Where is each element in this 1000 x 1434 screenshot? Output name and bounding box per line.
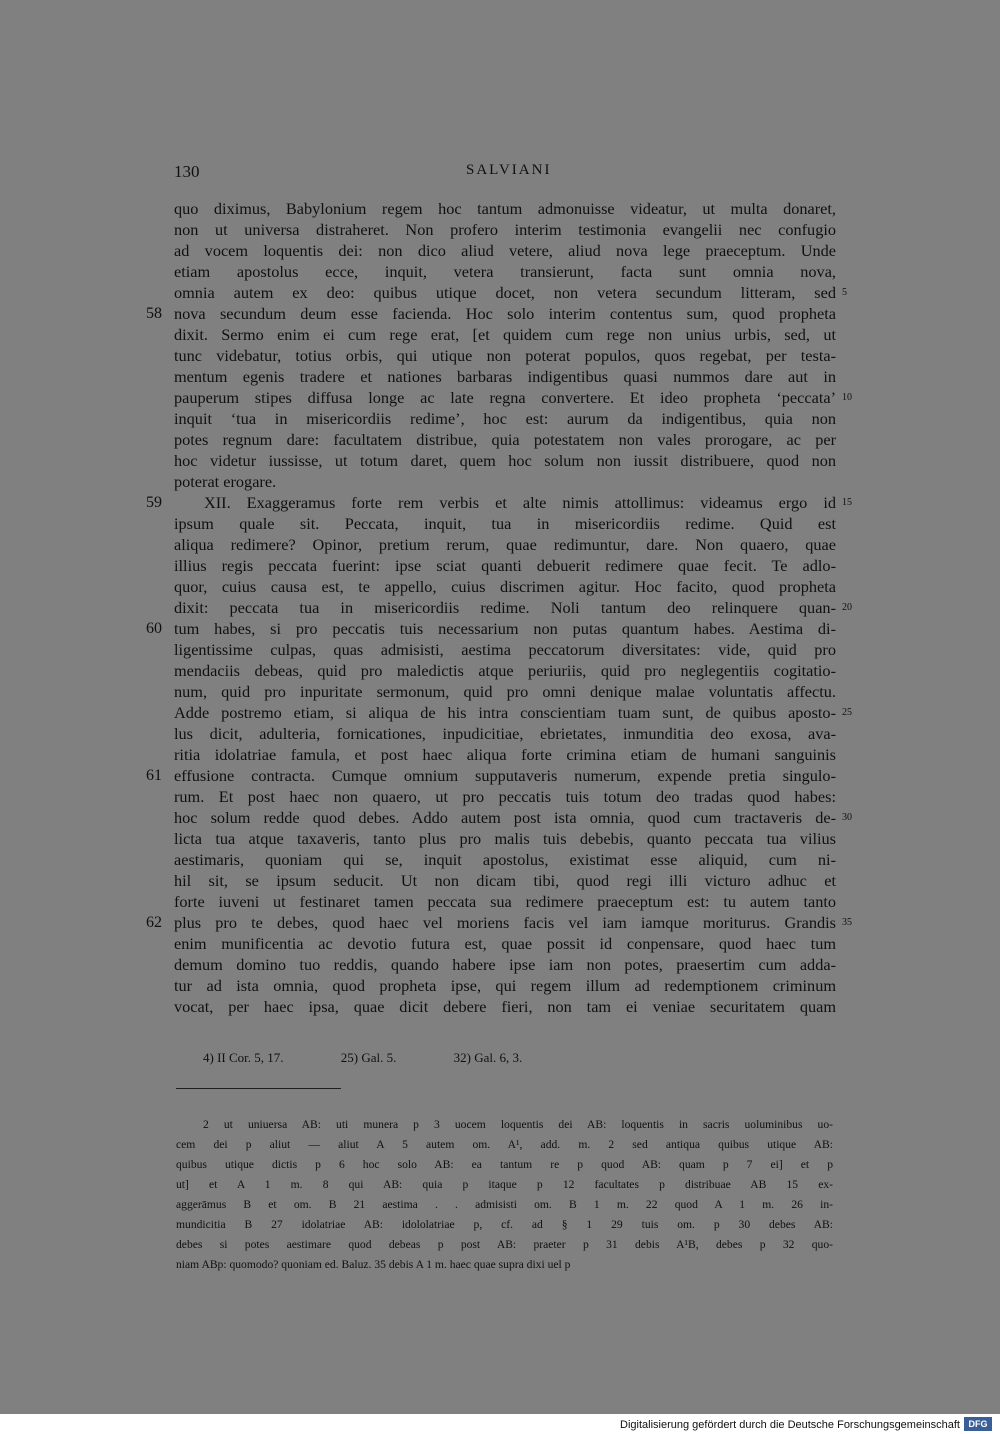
text-line: ipsum quale sit. Peccata, inquit, tua in misericordiis redime. Quid est: [174, 514, 836, 533]
line-number: 10: [842, 392, 852, 403]
text-line: aliqua redimere? Opinor, pretium rerum, quae redimuntur, dare. Non quaero, quae: [174, 535, 836, 554]
text-line: hil sit, se ipsum seducit. Ut non dicam tibi, quod regi illi victuro adhuc et: [174, 871, 836, 890]
line-number: 20: [842, 602, 852, 613]
line-number: 35: [842, 917, 852, 928]
text-line: mentum egenis tradere et nationes barbaras indigentibus quasi nummos dare aut in: [174, 367, 836, 386]
text-line: pauperum stipes diffusa longe ac late regna convertere. Et ideo propheta ‘peccata’: [174, 388, 836, 407]
text-line: rum. Et post haec non quaero, ut pro peccatis tuis totum deo tradas quod habes:: [174, 787, 836, 806]
text-line: potes regnum dare: facultatem distribue, quia potestatem non vales prorogare, ac per: [174, 430, 836, 449]
text-line: tum habes, si pro peccatis tuis necessarium non putas quantum habes. Aestima di-: [174, 619, 836, 638]
apparatus-line: ut] et A 1 m. 8 qui AB: quia p itaque p 12 facultates p distribuae AB 15 ex-: [176, 1178, 833, 1191]
text-line: vocat, per haec ipsa, quae dicit debere fieri, non tam ei veniae securitatem quam: [174, 997, 836, 1016]
apparatus-line: quibus utique dictis p 6 hoc solo AB: ea tantum re p quod AB: quam p 7 ei] et p: [176, 1158, 833, 1171]
section-number: 60: [146, 620, 162, 637]
apparatus-line: cem dei p aliut — aliut A 5 autem om. A¹, add. m. 2 sed antiqua quibus utique AB:: [176, 1138, 833, 1151]
funding-credit: Digitalisierung gefördert durch die Deutsche Forschungsgemeinschaft: [620, 1419, 960, 1431]
line-number: 30: [842, 812, 852, 823]
footnote-rule: [176, 1088, 341, 1089]
line-number: 25: [842, 707, 852, 718]
section-number: 59: [146, 494, 162, 511]
text-line: ad vocem loquentis dei: non dico aliud vetere, aliud nova lege praeceptum. Unde: [174, 241, 836, 260]
text-line: aestimaris, quoniam qui se, inquit apostolus, existimat esse aliquid, cum ni-: [174, 850, 836, 869]
text-line: enim munificentia ac devotio futura est, quae possit id conpensare, quod haec tum: [174, 934, 836, 953]
text-line: quor, cuius causa est, te appello, cuius discrimen agitur. Hoc facito, quod propheta: [174, 577, 836, 596]
text-line: omnia autem ex deo: quibus utique docet, non vetera secundum litteram, sed: [174, 283, 836, 302]
apparatus-line: aggerāmus B et om. B 21 aestima . . admisisti om. B 1 m. 22 quod A 1 m. 26 in-: [176, 1198, 833, 1211]
text-line: hoc solum redde quod debes. Addo autem post ista omnia, quod cum tractaveris de-: [174, 808, 836, 827]
text-line: illius regis peccata fuerint: ipse sciat quanti debuerit redimere quae fecit. Te adlo-: [174, 556, 836, 575]
reference-item: 32) Gal. 6, 3.: [453, 1050, 523, 1065]
text-line: etiam apostolus ecce, inquit, vetera transierunt, facta sunt omnia nova,: [174, 262, 836, 281]
text-line: licta tua atque taxaveris, tanto plus pro malis tuis debebis, quanto peccata tua vilius: [174, 829, 836, 848]
text-line: nova secundum deum esse facienda. Hoc solo interim contentus sum, quod propheta: [174, 304, 836, 323]
text-line: ligentissime culpas, quas admisisti, aestima peccatorum diversitates: vide, quid pro: [174, 640, 836, 659]
running-head: SALVIANI: [466, 162, 552, 178]
text-line: poterat erogare.: [174, 472, 277, 491]
text-line: mendaciis debeas, quid pro maledictis atque periuriis, quid pro neglegentiis cogitatio-: [174, 661, 836, 680]
text-line: effusione contracta. Cumque omnium supputaveris numerum, expende pretia singulo-: [174, 766, 836, 785]
apparatus-line: 2 ut uniuersa AB: uti munera p 3 uocem loquentis dei AB: loquentis in sacris uoluminibus uo-: [203, 1118, 833, 1131]
reference-item: 4) II Cor. 5, 17.: [203, 1050, 284, 1065]
text-line: XII. Exaggeramus forte rem verbis et alte nimis attollimus: videamus ergo id: [204, 493, 836, 512]
section-number: 62: [146, 914, 162, 931]
text-line: quo diximus, Babylonium regem hoc tantum admonuisse videatur, ut multa donaret,: [174, 199, 836, 218]
line-number: 5: [842, 287, 847, 298]
text-line: non ut universa distraheret. Non profero interim testimonia evangelii nec confugio: [174, 220, 836, 239]
text-line: inquit ‘tua in misericordiis redime’, hoc est: aurum da indigentibus, quia non: [174, 409, 836, 428]
text-line: lus dicit, adulteria, fornicationes, inpudicitiae, ebrietates, inmunditia deo exosa, ava-: [174, 724, 836, 743]
apparatus-line: niam ABp: quomodo? quoniam ed. Baluz. 35 debis A 1 m. haec quae supra dixi uel p: [176, 1258, 571, 1271]
text-line: dixit: peccata tua in misericordiis redime. Noli tantum deo relinquere quan-: [174, 598, 836, 617]
line-number: 15: [842, 497, 852, 508]
text-line: tur ad ista omnia, quod propheta ipse, qui regem illum ad redemptionem criminum: [174, 976, 836, 995]
text-line: tunc videbatur, totius orbis, qui utique non poterat populos, quos regebat, per testa-: [174, 346, 836, 365]
section-number: 58: [146, 305, 162, 322]
scripture-references: [203, 1048, 576, 1068]
page-number: 130: [174, 162, 200, 181]
reference-item: 25) Gal. 5.: [340, 1050, 397, 1065]
dfg-logo: DFG: [964, 1417, 992, 1431]
apparatus-line: debes si potes aestimare quod debeas p post AB: praeter p 31 debis A¹B, debes p 32 quo-: [176, 1238, 833, 1251]
apparatus-line: mundicitia B 27 idolatriae AB: idololatriae p, cf. ad § 1 29 tuis om. p 30 debes AB:: [176, 1218, 833, 1231]
text-line: demum domino tuo reddis, quando habere ipse iam non potes, praesertim cum adda-: [174, 955, 836, 974]
text-line: ritia idolatriae famula, et post haec aliqua forte crimina etiam de humani sanguinis: [174, 745, 836, 764]
text-line: num, quid pro inpuritate sermonum, quid pro omni denique malae voluntatis affectu.: [174, 682, 836, 701]
text-line: forte iuveni ut festinaret tamen peccata sua redimere praeceptum est: tu autem tanto: [174, 892, 836, 911]
text-line: dixit. Sermo enim ei cum rege erat, [et quidem cum rege non unius urbis, sed, ut: [174, 325, 836, 344]
text-line: hoc videtur iussisse, ut totum daret, quem hoc solum non iussit distribuere, quod non: [174, 451, 836, 470]
section-number: 61: [146, 767, 162, 784]
text-line: plus pro te debes, quod haec vel moriens facis vel iam iamque moriturus. Grandis: [174, 913, 836, 932]
text-line: Adde postremo etiam, si aliqua de his intra conscientiam tuam sunt, de quibus aposto-: [174, 703, 836, 722]
